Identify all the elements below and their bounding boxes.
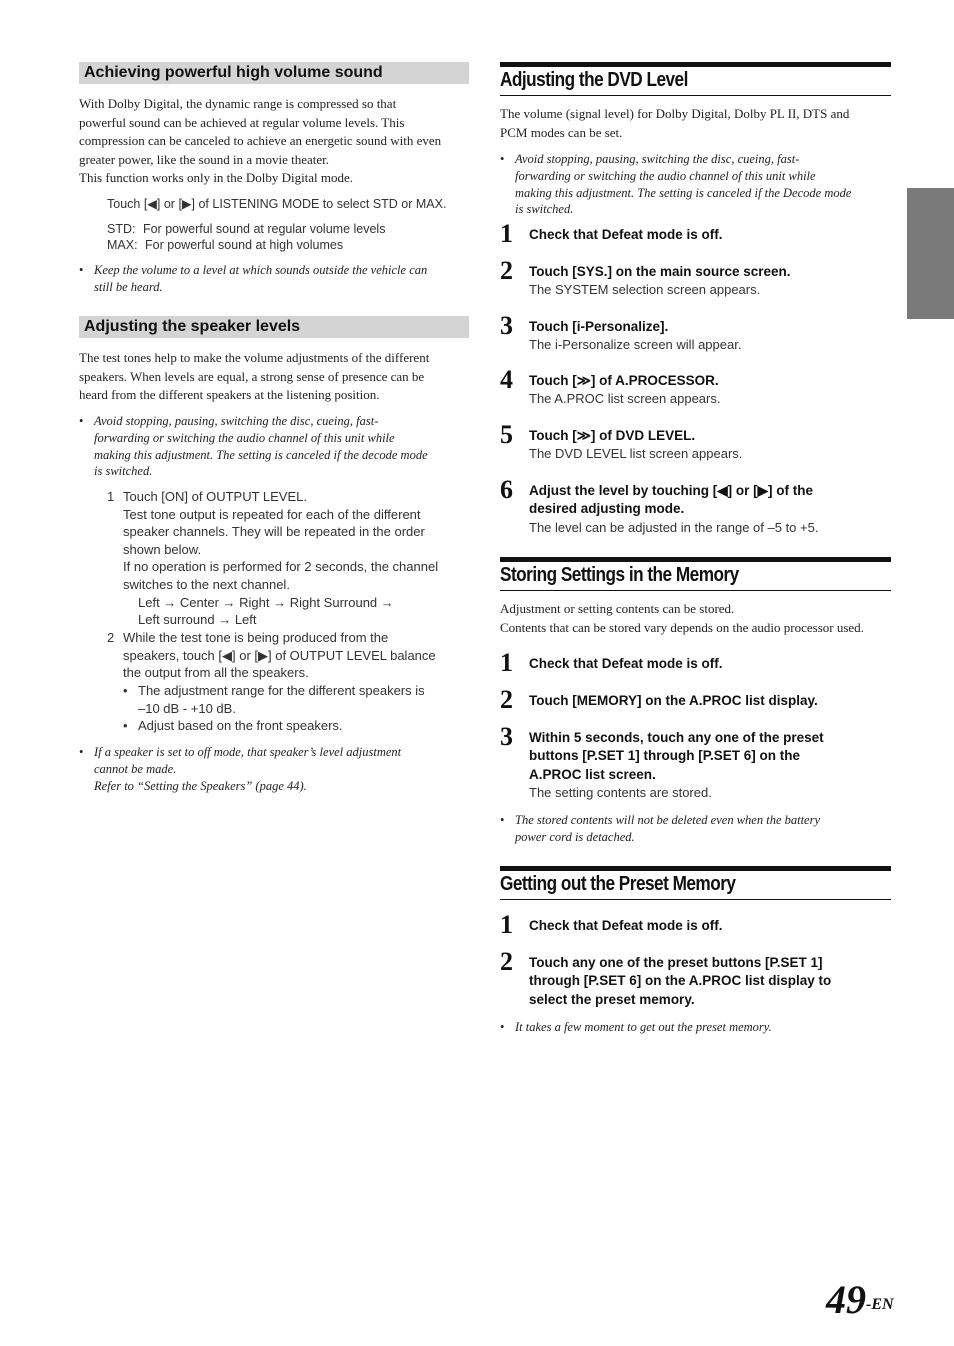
para-line: Contents that can be stored vary depends on the audio processor used.: [500, 619, 864, 635]
note-line: The stored contents will not be deleted even when the battery: [515, 813, 821, 827]
step-title: Touch [MEMORY] on the A.PROC list display.: [529, 693, 818, 708]
chapter-tab: [907, 188, 954, 319]
channel-order: Left → Center → Right → Right Surround →: [138, 594, 394, 610]
store-step-2: [500, 685, 891, 714]
step-line: While the test tone is being produced from the: [123, 630, 389, 645]
step-line: speakers, touch [◀] or [▶] of OUTPUT LEVEL balance: [123, 647, 436, 663]
step-title: Check that Defeat mode is off.: [529, 918, 723, 933]
high-volume-intro: [79, 95, 469, 188]
store-note: • The stored contents will not be deleted even when the battery power cord is detached.: [500, 812, 891, 846]
note-line: cannot be made.: [94, 761, 177, 776]
note-line: Keep the volume to a level at which sounds outside the vehicle can: [94, 263, 428, 277]
dvd-step-3: [500, 311, 891, 354]
listening-mode-instruction: Touch [◀] or [▶] of LISTENING MODE to select STD or MAX.: [107, 197, 447, 211]
note-line: Avoid stopping, pausing, switching the disc, cueing, fast-: [515, 152, 800, 166]
store-step-1: [500, 648, 891, 677]
note-line: still be heard.: [94, 279, 163, 294]
note-line: power cord is detached.: [515, 829, 635, 844]
step-number: 3: [500, 311, 513, 340]
speaker-step-1: [107, 488, 469, 629]
note-line: If a speaker is set to off mode, that speaker’s level adjustment: [94, 745, 402, 759]
dvd-step-1: [500, 219, 891, 248]
volume-note: • Keep the volume to a level at which sounds outside the vehicle can still be heard.: [79, 262, 469, 296]
step-number: 1: [500, 910, 513, 939]
para-line: The test tones help to make the volume adjustments of the different: [79, 350, 430, 365]
note-line: is switched.: [515, 202, 574, 217]
step-line: the output from all the speakers.: [123, 665, 309, 681]
note-line: Avoid stopping, pausing, switching the disc, cueing, fast-: [94, 414, 379, 428]
preset-step-2: [500, 947, 891, 1009]
dvd-caution-note: • Avoid stopping, pausing, switching the disc, cueing, fast- forwarding or switching the audio channel of this unit while making this adjustment. The setting is canceled if the Decode mode is switched.: [500, 151, 891, 218]
step-title: Check that Defeat mode is off.: [529, 227, 723, 242]
heading-text: Getting out the Preset Memory: [500, 873, 736, 895]
step-line: If no operation is performed for 2 seconds, the channel: [123, 559, 439, 575]
page-language-suffix: -EN: [866, 1296, 894, 1313]
max-value: For powerful sound at high volumes: [145, 238, 344, 252]
step-number: 5: [500, 420, 513, 449]
step-result: The SYSTEM selection screen appears.: [529, 282, 761, 298]
bullet-adjust-range: • The adjustment range for the different speakers is –10 dB - +10 dB.: [123, 682, 469, 717]
para-line: Adjustment or setting contents can be stored.: [500, 601, 735, 616]
dvd-step-4: [500, 365, 891, 408]
std-value: For powerful sound at regular volume levels: [142, 222, 386, 236]
step-title: Touch [≫] of A.PROCESSOR.: [529, 373, 719, 388]
para-line: greater power, like the sound in a movie theater.: [79, 151, 330, 167]
heading-text: Adjusting the DVD Level: [500, 69, 688, 91]
note-line: forwarding or switching the audio channel of this unit while: [94, 430, 395, 445]
storing-intro: [500, 600, 891, 637]
step-line: Test tone output is repeated for each of the different: [123, 506, 421, 522]
bullet-line: –10 dB - +10 dB.: [138, 700, 236, 716]
para-line: compression can be canceled to achieve an energetic sound with even: [79, 133, 442, 148]
step-title: desired adjusting mode.: [529, 501, 685, 517]
step-number: 6: [500, 475, 513, 504]
std-definition: [107, 221, 469, 237]
dvd-step-2: [500, 256, 891, 299]
para-line: heard from the different speakers at the listening position.: [79, 387, 380, 402]
step-title: Adjust the level by touching [◀] or [▶] of the: [529, 483, 814, 498]
max-definition: [107, 237, 469, 253]
note-line: is switched.: [94, 464, 153, 479]
note-line: forwarding or switching the audio channel of this unit while: [515, 168, 816, 183]
section-heading-speaker-levels: Adjusting the speaker levels: [79, 316, 469, 338]
dvd-level-intro: [500, 105, 891, 142]
store-step-3: [500, 722, 891, 802]
page-number: 49: [826, 1277, 866, 1322]
section-heading-storing-settings: [500, 557, 891, 591]
max-label: MAX:: [107, 238, 138, 252]
bullet-front-speakers: • Adjust based on the front speakers.: [123, 717, 469, 735]
step-line: switches to the next channel.: [123, 576, 290, 592]
preset-note: • It takes a few moment to get out the preset memory.: [500, 1019, 891, 1036]
heading-text: Storing Settings in the Memory: [500, 564, 739, 586]
bullet-line: Adjust based on the front speakers.: [138, 718, 343, 733]
step-title: Within 5 seconds, touch any one of the preset: [529, 730, 824, 745]
speaker-step-2: [107, 629, 469, 682]
step-result: The A.PROC list screen appears.: [529, 391, 721, 407]
note-line: It takes a few moment to get out the preset memory.: [515, 1020, 772, 1034]
section-heading-preset-memory: [500, 866, 891, 900]
para-line: This function works only in the Dolby Digital mode.: [79, 170, 354, 185]
step-number: 3: [500, 722, 513, 751]
step-title: Touch [≫] of DVD LEVEL.: [529, 428, 696, 443]
note-line: making this adjustment. The setting is canceled if the Decode mode: [515, 185, 852, 200]
step-title: Check that Defeat mode is off.: [529, 656, 723, 671]
preset-step-1: [500, 910, 891, 939]
speaker-caution-note: • Avoid stopping, pausing, switching the disc, cueing, fast- forwarding or switching the audio channel of this unit while making this adjustment. The setting is canceled if the decode mode is switched.: [79, 413, 469, 480]
step-title: Touch any one of the preset buttons [P.SET 1]: [529, 955, 823, 970]
note-line: making this adjustment. The setting is canceled if the decode mode: [94, 447, 428, 462]
step-result: The i-Personalize screen will appear.: [529, 337, 742, 353]
step-title: Touch [SYS.] on the main source screen.: [529, 264, 791, 279]
step-result: The setting contents are stored.: [529, 785, 712, 801]
bullet-line: The adjustment range for the different speakers is: [138, 683, 425, 698]
step-number: 1: [107, 489, 115, 504]
dvd-step-5: [500, 420, 891, 463]
step-number: 2: [500, 256, 513, 285]
section-heading-high-volume: Achieving powerful high volume sound: [79, 62, 469, 84]
note-line: Refer to “Setting the Speakers” (page 44).: [94, 778, 307, 793]
speaker-off-note: • If a speaker is set to off mode, that speaker’s level adjustment cannot be made. Refer to “Setting the Speakers” (page 44).: [79, 744, 469, 794]
step-number: 2: [107, 630, 115, 645]
step-line: shown below.: [123, 541, 202, 557]
step-title: through [P.SET 6] on the A.PROC list display to: [529, 973, 832, 989]
step-number: 4: [500, 365, 513, 394]
channel-order: Left surround → Left: [138, 612, 257, 628]
speaker-levels-intro: [79, 349, 469, 405]
dvd-step-6: [500, 475, 891, 537]
para-line: The volume (signal level) for Dolby Digital, Dolby PL II, DTS and: [500, 106, 850, 121]
step-number: 1: [500, 219, 513, 248]
step-title: Touch [i-Personalize].: [529, 319, 669, 334]
step-number: 2: [500, 685, 513, 714]
step-title: select the preset memory.: [529, 991, 695, 1007]
para-line: powerful sound can be achieved at regular volume levels. This: [79, 114, 405, 130]
step-title: buttons [P.SET 1] through [P.SET 6] on the: [529, 748, 801, 764]
para-line: speakers. When levels are equal, a strong sense of presence can be: [79, 368, 425, 384]
std-label: STD:: [107, 222, 136, 236]
step-line: speaker channels. They will be repeated in the order: [123, 524, 425, 540]
section-heading-dvd-level: [500, 62, 891, 96]
step-line: Touch [ON] of OUTPUT LEVEL.: [123, 489, 307, 504]
step-title: A.PROC list screen.: [529, 766, 656, 782]
para-line: PCM modes can be set.: [500, 124, 623, 140]
step-number: 1: [500, 648, 513, 677]
step-number: 2: [500, 947, 513, 976]
step-result: The level can be adjusted in the range of –5 to +5.: [529, 519, 819, 535]
step-result: The DVD LEVEL list screen appears.: [529, 446, 743, 462]
para-line: With Dolby Digital, the dynamic range is compressed so that: [79, 96, 397, 111]
